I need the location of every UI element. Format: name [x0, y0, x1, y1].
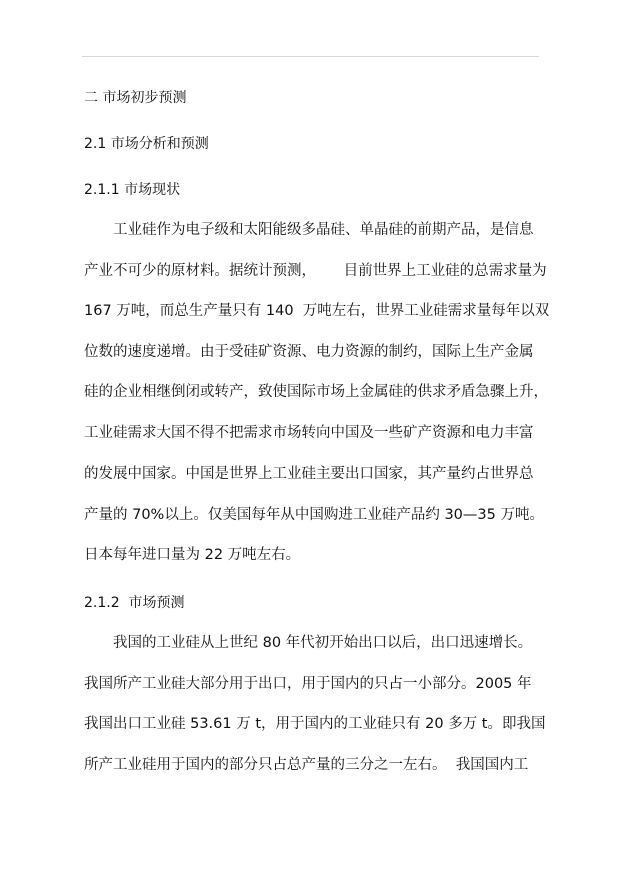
- page-header-rule: [82, 56, 539, 57]
- paragraph-1-line: 工业硅作为电子级和太阳能级多晶硅、单晶硅的前期产品，是信息: [113, 222, 534, 238]
- paragraph-1-line: 的发展中国家。中国是世界上工业硅主要出口国家，其产量约占世界总: [84, 466, 534, 482]
- paragraph-1-line: 硅的企业相继倒闭或转产，致使国际市场上金属硅的供求矛盾急骤上升，: [84, 384, 548, 400]
- subsection-heading: 2.1 市场分析和预测: [84, 136, 209, 152]
- paragraph-1-line: 产量的 70%以上。仅美国每年从中国购进工业硅产品约 30—35 万吨。: [84, 507, 544, 523]
- paragraph-2-line: 所产工业硅用于国内的部分只占总产量的三分之一左右。 我国国内工: [84, 757, 529, 773]
- paragraph-2-line: 我国出口工业硅 53.61 万 t，用于国内的工业硅只有 20 多万 t。即我国: [84, 716, 546, 732]
- paragraph-1-line: 位数的速度递增。由于受硅矿资源、电力资源的制约，国际上生产金属: [84, 344, 534, 360]
- paragraph-1-line: 167 万吨，而总生产量只有 140 万吨左右，世界工业硅需求量每年以双: [84, 303, 550, 319]
- paragraph-1-line: 工业硅需求大国不得不把需求市场转向中国及一些矿产资源和电力丰富: [84, 425, 534, 441]
- paragraph-1-line: 产业不可少的原材料。据统计预测， 目前世界上工业硅的总需求量为: [84, 263, 547, 279]
- paragraph-2-line: 我国的工业硅从上世纪 80 年代初开始出口以后，出口迅速增长。: [113, 635, 533, 651]
- sub-subsection-heading-current-status: 2.1.1 市场现状: [84, 182, 181, 198]
- paragraph-1-line: 日本每年进口量为 22 万吨左右。: [84, 547, 301, 563]
- paragraph-2-line: 我国所产工业硅大部分用于出口，用于国内的只占一小部分。2005 年: [84, 676, 532, 692]
- sub-subsection-heading-market-forecast: 2.1.2 市场预测: [84, 595, 185, 611]
- section-heading: 二 市场初步预测: [84, 90, 187, 106]
